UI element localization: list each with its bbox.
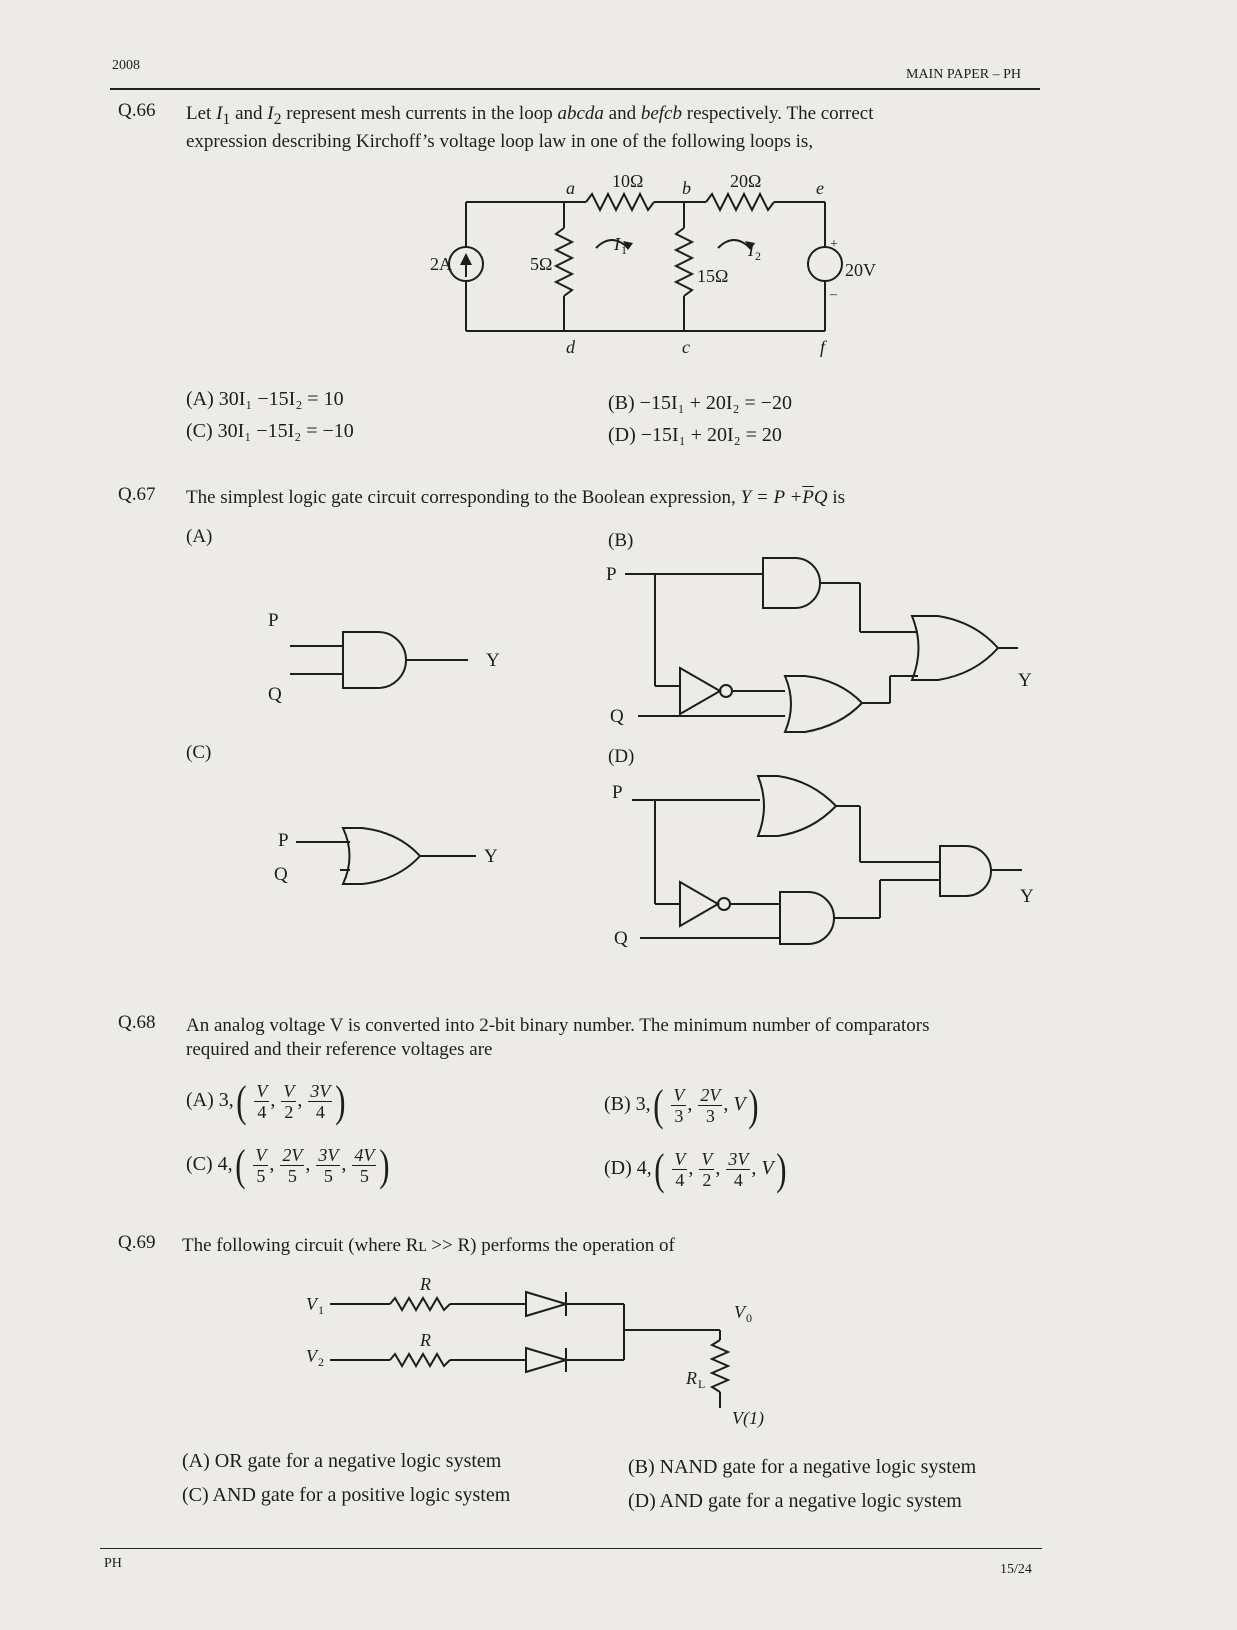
- q67-c-p: P: [278, 830, 289, 851]
- q66-node-a: a: [566, 178, 575, 198]
- footer-page: 15/24: [1000, 1562, 1032, 1577]
- q68-option-d: (D) 4,( $\frac{V}{4}$ , $\frac{V}{2}$ , $\frac{3V}{4}$ , V): [604, 1145, 787, 1194]
- q67-b-q: Q: [610, 706, 624, 727]
- q66-r-bc: 15Ω: [697, 266, 729, 286]
- q66-text-line2: expression describing Kirchoff’s voltage loop law in one of the following loops is,: [186, 131, 814, 152]
- q67-a-and-gate: [290, 632, 468, 688]
- q67-d-y: Y: [1020, 886, 1034, 907]
- q67-a-y: Y: [486, 650, 500, 671]
- q67-d-p: P: [612, 782, 623, 803]
- q69-rl: R: [686, 1368, 697, 1388]
- q67-a-p: P: [268, 610, 279, 631]
- q66-circuit-wires: [466, 194, 825, 331]
- q67-label-d: (D): [608, 746, 635, 767]
- q67-c-y: Y: [484, 846, 498, 867]
- q66-option-d: (D) −15I₁ + 20I₂ = 20: [608, 424, 782, 446]
- q69-v1: V: [306, 1294, 317, 1314]
- q66-r-ab: 10Ω: [612, 171, 644, 191]
- q69-v2-sub: 2: [318, 1355, 324, 1369]
- q68-option-c: (C) 4,( $\frac{V}{5}$ , $\frac{2V}{5}$ , $\frac{3V}{5}$ , $\frac{4V}{5}$ ): [186, 1141, 390, 1190]
- q67-label-b: (B): [608, 530, 634, 551]
- header-year: 2008: [112, 58, 140, 73]
- q66-r-be: 20Ω: [730, 171, 762, 191]
- q67-a-q: Q: [268, 684, 282, 705]
- q66-source-current: 2A: [430, 254, 452, 274]
- q66-node-f: f: [820, 337, 826, 357]
- q66-mesh2-sub: 2: [755, 249, 761, 263]
- q67-b-circuit: [625, 558, 1018, 732]
- q67-d-q: Q: [614, 928, 628, 949]
- q66-minus: –: [830, 287, 837, 302]
- q69-option-a: (A) OR gate for a negative logic system: [182, 1450, 502, 1472]
- q66-option-a: (A) 30I₁ −15I₂ = 10: [186, 388, 344, 410]
- q69-rl-sub: L: [698, 1377, 706, 1391]
- q66-option-b: (B) −15I₁ + 20I₂ = −20: [608, 392, 793, 414]
- q66-node-e: e: [816, 178, 824, 198]
- q66-mesh1-label: I: [614, 234, 620, 254]
- q69-r2-label: R: [420, 1330, 431, 1350]
- q66-mesh1-sub: 1: [621, 243, 627, 257]
- q69-option-c: (C) AND gate for a positive logic system: [182, 1484, 511, 1506]
- q69-option-b: (B) NAND gate for a negative logic system: [628, 1456, 977, 1478]
- q69-text: The following circuit (where Rʟ >> R) performs the operation of: [182, 1235, 675, 1256]
- q67-d-circuit: [632, 776, 1022, 944]
- q66-text-line1: Let $I_1$ and $I_2$ represent mesh currents in the loop abcda and befcb respectively. The correct: [186, 103, 874, 128]
- q69-r1-label: R: [420, 1274, 431, 1294]
- q68-text-line2: required and their reference voltages are: [186, 1039, 493, 1060]
- q66-r-ad: 5Ω: [530, 254, 553, 274]
- q66-voltage-source: [808, 247, 842, 281]
- q67-b-p: P: [606, 564, 617, 585]
- q66-option-c: (C) 30I₁ −15I₂ = −10: [186, 420, 354, 442]
- footer-subject: PH: [104, 1556, 122, 1571]
- q67-c-or-gate: [296, 828, 476, 884]
- q69-number: Q.69: [118, 1232, 156, 1253]
- q67-c-q: Q: [274, 864, 288, 885]
- q66-mesh2-label: I: [748, 240, 754, 260]
- q68-option-a: (A) 3,( $\frac{V}{4}$ , $\frac{V}{2}$ , $\frac{3V}{4}$ ): [186, 1077, 346, 1126]
- footer-rule: [100, 1548, 1042, 1549]
- q68-text-line1: An analog voltage V is converted into 2-bit binary number. The minimum number of comparators: [186, 1015, 930, 1036]
- q66-node-d: d: [566, 337, 575, 357]
- q66-plus: +: [830, 237, 838, 252]
- q66-node-c: c: [682, 337, 690, 357]
- q69-circuit: [330, 1292, 728, 1408]
- q68-number: Q.68: [118, 1012, 156, 1033]
- q69-v0: V: [734, 1302, 745, 1322]
- q66-source-voltage: 20V: [845, 260, 876, 280]
- q69-v2: V: [306, 1346, 317, 1366]
- q67-text: The simplest logic gate circuit corresponding to the Boolean expression, $Y = P +\overline{P}Q$ is: [186, 487, 846, 508]
- q68-option-b: (B) 3,( $\frac{V}{3}$ , $\frac{2V}{3}$ , V): [604, 1081, 759, 1130]
- q67-label-a: (A): [186, 526, 213, 547]
- q67-label-c: (C): [186, 742, 212, 763]
- q69-v1-sub: 1: [318, 1303, 324, 1317]
- q67-number: Q.67: [118, 484, 156, 505]
- q69-ref: V(1): [732, 1408, 764, 1428]
- q66-number: Q.66: [118, 100, 156, 121]
- q67-b-y: Y: [1018, 670, 1032, 691]
- header-paper: MAIN PAPER – PH: [906, 67, 1022, 82]
- q66-node-b: b: [682, 178, 691, 198]
- q69-v0-sub: 0: [746, 1311, 752, 1325]
- q69-option-d: (D) AND gate for a negative logic system: [628, 1490, 962, 1512]
